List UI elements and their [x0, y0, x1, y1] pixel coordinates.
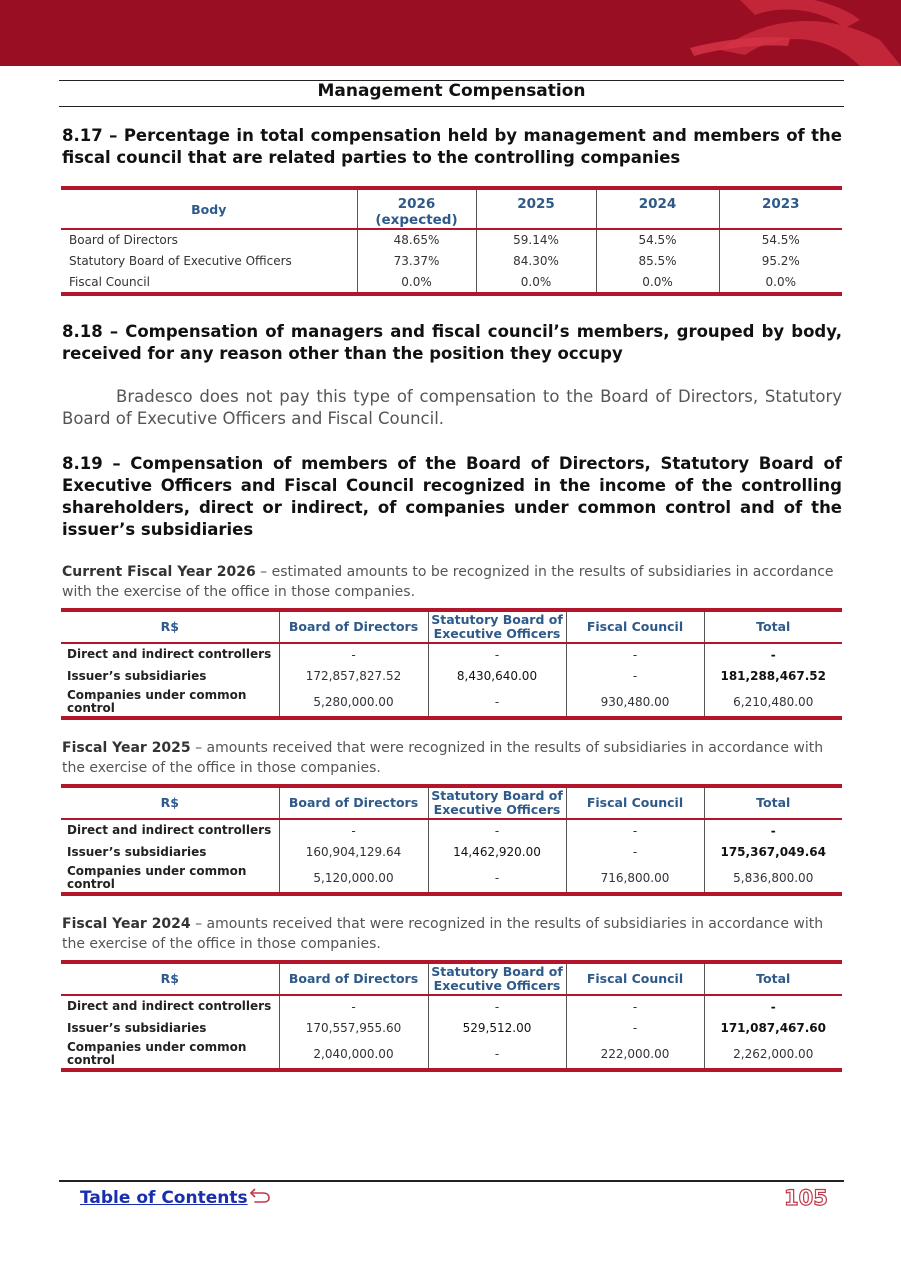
- cell-value: 0.0%: [596, 272, 719, 294]
- paragraph-text: Bradesco does not pay this type of compensation to the Board of Directors, Statutory Board of Executive Officers and Fiscal Council.: [62, 387, 842, 428]
- brand-swoosh-icon: [0, 0, 901, 66]
- cell-value: -: [279, 643, 428, 665]
- col-header-board: Board of Directors: [279, 962, 428, 995]
- cell-value: 160,904,129.64: [279, 841, 428, 863]
- cell-value: 84.30%: [476, 251, 596, 273]
- heading-8-17: 8.17 – Percentage in total compensation held by management and members of the fiscal council that are related parties to the controlling companies: [62, 126, 842, 167]
- row-label: Direct and indirect controllers: [67, 823, 272, 837]
- col-header-statutory: Statutory Board of Executive Officers: [428, 962, 566, 995]
- cell-value: -: [428, 687, 566, 718]
- row-label: Statutory Board of Executive Officers: [69, 254, 292, 269]
- title-rule-bottom: [59, 106, 844, 107]
- table-row: [61, 643, 842, 665]
- row-label: Companies under common control: [67, 1039, 247, 1067]
- cell-value: 172,857,827.52: [279, 665, 428, 687]
- table-header-row: [61, 188, 842, 229]
- cell-value: -: [566, 995, 704, 1017]
- row-label: Fiscal Council: [69, 274, 150, 289]
- row-label: Board of Directors: [69, 233, 178, 248]
- cell-value: 170,557,955.60: [279, 1017, 428, 1039]
- table-row: [61, 995, 842, 1017]
- cell-value: -: [566, 819, 704, 841]
- cell-value: 73.37%: [357, 251, 476, 273]
- table-2024: [61, 960, 842, 1072]
- note-text: – amounts received that were recognized in the results of subsidiaries in accordance with the exercise of the office in those companies.: [62, 740, 824, 776]
- row-label: Issuer’s subsidiaries: [67, 668, 207, 683]
- cell-value: -: [428, 995, 566, 1017]
- cell-total: 175,367,049.64: [704, 841, 842, 863]
- cell-value: 54.5%: [719, 229, 842, 251]
- cell-value: -: [279, 819, 428, 841]
- note-2024: [62, 915, 842, 954]
- cell-value: -: [566, 643, 704, 665]
- col-header-fiscal: Fiscal Council: [566, 962, 704, 995]
- cell-total: 6,210,480.00: [704, 687, 842, 718]
- col-header-body: Body: [61, 188, 357, 229]
- cell-value: -: [428, 819, 566, 841]
- cell-value: 14,462,920.00: [428, 841, 566, 863]
- col-header-currency: R$: [61, 962, 279, 995]
- row-label: Companies under common control: [67, 687, 247, 715]
- col-header-currency: R$: [61, 786, 279, 819]
- heading-8-18: 8.18 – Compensation of managers and fiscal council’s members, grouped by body, received for any reason other than the position they occupy: [62, 322, 842, 363]
- cell-value: -: [566, 841, 704, 863]
- cell-value: 5,280,000.00: [279, 687, 428, 718]
- cell-value: 930,480.00: [566, 687, 704, 718]
- table-row: [61, 1017, 842, 1039]
- table-row: [61, 251, 842, 273]
- table-row: [61, 819, 842, 841]
- note-label: Current Fiscal Year 2026: [62, 564, 256, 580]
- cell-value: -: [428, 643, 566, 665]
- row-label: Companies under common control: [67, 863, 247, 891]
- cell-value: 95.2%: [719, 251, 842, 273]
- cell-value: 0.0%: [357, 272, 476, 294]
- cell-value: 5,120,000.00: [279, 863, 428, 894]
- cell-value: 85.5%: [596, 251, 719, 273]
- footer-rule: [59, 1180, 844, 1182]
- note-2025: [62, 739, 842, 778]
- cell-value: 54.5%: [596, 229, 719, 251]
- col-header-board: Board of Directors: [279, 786, 428, 819]
- col-header-currency: R$: [61, 610, 279, 643]
- cell-value: 0.0%: [476, 272, 596, 294]
- row-label: Direct and indirect controllers: [67, 999, 272, 1013]
- cell-total: 181,288,467.52: [704, 665, 842, 687]
- table-of-contents-link[interactable]: Table of Contents: [80, 1188, 248, 1208]
- cell-value: 48.65%: [357, 229, 476, 251]
- col-header-fiscal: Fiscal Council: [566, 786, 704, 819]
- cell-total: -: [704, 819, 842, 841]
- table-2026: [61, 608, 842, 720]
- table-header-row: [61, 962, 842, 995]
- cell-value: 59.14%: [476, 229, 596, 251]
- col-header-board: Board of Directors: [279, 610, 428, 643]
- cell-value: -: [566, 665, 704, 687]
- paragraph-8-18: [62, 386, 842, 430]
- col-header-fiscal: Fiscal Council: [566, 610, 704, 643]
- col-header-statutory: Statutory Board of Executive Officers: [428, 786, 566, 819]
- note-label: Fiscal Year 2024: [62, 916, 191, 932]
- cell-value: 0.0%: [719, 272, 842, 294]
- col-header-2025: 2025: [476, 188, 596, 229]
- table-row: [61, 863, 842, 894]
- table-row: [61, 1039, 842, 1070]
- table-header-row: [61, 610, 842, 643]
- row-label: Issuer’s subsidiaries: [67, 1020, 207, 1035]
- cell-total: 2,262,000.00: [704, 1039, 842, 1070]
- table-row: [61, 841, 842, 863]
- header-band: [0, 0, 901, 66]
- cell-value: -: [566, 1017, 704, 1039]
- col-header-2026: 2026 (expected): [357, 188, 476, 229]
- cell-total: 171,087,467.60: [704, 1017, 842, 1039]
- table-row: [61, 687, 842, 718]
- heading-8-19: 8.19 – Compensation of members of the Board of Directors, Statutory Board of Executive Officers and Fiscal Council recognized in the income of the controlling shareholders, direct or indirect, of companies under common control and of the issuer’s subsidiaries: [62, 454, 842, 539]
- note-text: – estimated amounts to be recognized in the results of subsidiaries in accordance with the exercise of the office in those companies.: [62, 564, 834, 600]
- table-2025: [61, 784, 842, 896]
- note-text: – amounts received that were recognized in the results of subsidiaries in accordance with the exercise of the office in those companies.: [62, 916, 824, 952]
- note-label: Fiscal Year 2025: [62, 740, 191, 756]
- col-header-2024: 2024: [596, 188, 719, 229]
- cell-value: -: [428, 863, 566, 894]
- cell-value: 529,512.00: [428, 1017, 566, 1039]
- cell-value: 716,800.00: [566, 863, 704, 894]
- row-label: Direct and indirect controllers: [67, 647, 272, 661]
- col-header-total: Total: [704, 786, 842, 819]
- section-title: Management Compensation: [317, 81, 586, 101]
- page-number: 105: [784, 1186, 828, 1210]
- cell-total: -: [704, 995, 842, 1017]
- cell-total: -: [704, 643, 842, 665]
- cell-value: 2,040,000.00: [279, 1039, 428, 1070]
- row-label: Issuer’s subsidiaries: [67, 844, 207, 859]
- col-header-total: Total: [704, 962, 842, 995]
- table-row: [61, 272, 842, 294]
- note-2026: [62, 563, 842, 602]
- table-header-row: [61, 786, 842, 819]
- table-row: [61, 665, 842, 687]
- table-row: [61, 229, 842, 251]
- col-header-total: Total: [704, 610, 842, 643]
- cell-value: 8,430,640.00: [428, 665, 566, 687]
- cell-value: -: [428, 1039, 566, 1070]
- cell-value: -: [279, 995, 428, 1017]
- table-8-17: [61, 186, 842, 296]
- col-header-statutory: Statutory Board of Executive Officers: [428, 610, 566, 643]
- col-header-2023: 2023: [719, 188, 842, 229]
- cell-value: 222,000.00: [566, 1039, 704, 1070]
- return-arrow-icon[interactable]: [249, 1186, 271, 1208]
- cell-total: 5,836,800.00: [704, 863, 842, 894]
